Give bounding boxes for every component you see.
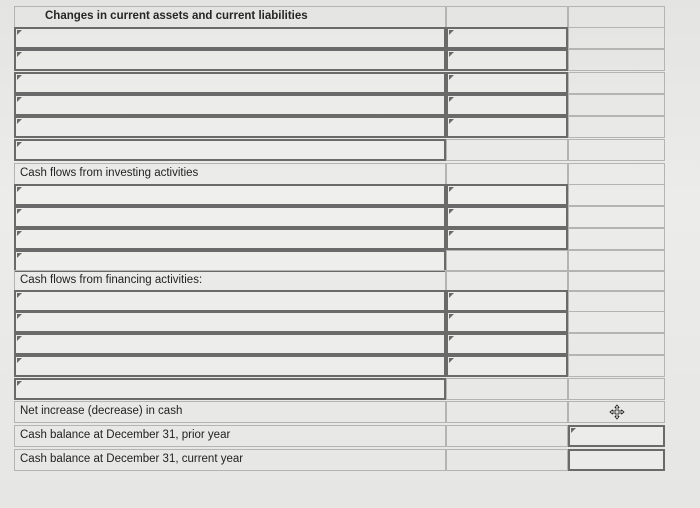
net-increase-label: Net increase (decrease) in cash xyxy=(20,405,183,417)
investing-header-amount-cell xyxy=(446,163,568,185)
financing-header-amount-cell xyxy=(446,270,568,292)
operating-row-5-amount-input[interactable] xyxy=(446,116,568,138)
financing-row-1 xyxy=(0,290,700,312)
financing-row-4-amount-input[interactable] xyxy=(446,355,568,377)
operating-row-3-amount-input[interactable] xyxy=(446,72,568,94)
financing-row-5-total-cell xyxy=(568,378,665,400)
operating-row-1-description-input[interactable] xyxy=(14,27,446,49)
financing-row-3-amount-input[interactable] xyxy=(446,333,568,355)
operating-row-6-amount-cell xyxy=(446,139,568,161)
investing-row-2-description-input[interactable] xyxy=(14,206,446,228)
investing-row-3-total-cell xyxy=(568,228,665,250)
operating-row-6-total-cell xyxy=(568,139,665,161)
investing-header-total-cell xyxy=(568,163,665,185)
operating-row-3 xyxy=(0,72,700,94)
financing-row-1-amount-input[interactable] xyxy=(446,290,568,312)
current-balance-label-cell xyxy=(14,449,446,471)
financing-activities-label: Cash flows from financing activities: xyxy=(20,274,203,286)
operating-row-3-total-cell xyxy=(568,72,665,94)
investing-row-1-description-input[interactable] xyxy=(14,184,446,206)
header-amount-cell xyxy=(446,6,568,28)
operating-row-6-description-input[interactable] xyxy=(14,139,446,161)
operating-row-5 xyxy=(0,116,700,138)
investing-row-4-description-input[interactable] xyxy=(14,250,446,272)
financing-row-5-description-input[interactable] xyxy=(14,378,446,400)
operating-row-2-description-input[interactable] xyxy=(14,49,446,71)
financing-row-4-description-input[interactable] xyxy=(14,355,446,377)
move-cursor-icon xyxy=(609,404,625,420)
investing-row-3-description-input[interactable] xyxy=(14,228,446,250)
header-total-cell xyxy=(568,6,665,28)
operating-row-4-amount-input[interactable] xyxy=(446,94,568,116)
financing-row-4 xyxy=(0,355,700,377)
investing-label-cell xyxy=(14,163,446,185)
operating-row-4 xyxy=(0,94,700,116)
current-balance-total-input[interactable] xyxy=(568,449,665,471)
investing-row-3 xyxy=(0,228,700,250)
investing-row-3-amount-input[interactable] xyxy=(446,228,568,250)
financing-row-4-total-cell xyxy=(568,355,665,377)
current-year-balance-label: Cash balance at December 31, current year xyxy=(20,453,244,465)
financing-row-2-description-input[interactable] xyxy=(14,311,446,333)
financing-row-1-description-input[interactable] xyxy=(14,290,446,312)
financing-header-total-cell xyxy=(568,270,665,292)
net-increase-amount-cell xyxy=(446,401,568,423)
operating-row-1-total-cell xyxy=(568,27,665,49)
prior-balance-amount-cell xyxy=(446,425,568,447)
investing-row-1-total-cell xyxy=(568,184,665,206)
financing-row-2-total-cell xyxy=(568,311,665,333)
operating-row-2-total-cell xyxy=(568,49,665,71)
operating-row-6 xyxy=(0,139,700,161)
operating-row-2-amount-input[interactable] xyxy=(446,49,568,71)
net-increase-row xyxy=(0,401,700,423)
operating-row-5-total-cell xyxy=(568,116,665,138)
net-increase-label-cell xyxy=(14,401,446,423)
prior-balance-row xyxy=(0,425,700,447)
current-balance-row xyxy=(0,449,700,471)
financing-row-3 xyxy=(0,333,700,355)
financing-section-row xyxy=(0,270,700,292)
financing-row-3-total-cell xyxy=(568,333,665,355)
financing-row-3-description-input[interactable] xyxy=(14,333,446,355)
header-label-cell xyxy=(14,6,446,28)
operating-row-3-description-input[interactable] xyxy=(14,72,446,94)
operating-row-4-total-cell xyxy=(568,94,665,116)
operating-row-1-amount-input[interactable] xyxy=(446,27,568,49)
prior-year-balance-label: Cash balance at December 31, prior year xyxy=(20,429,231,441)
investing-activities-label: Cash flows from investing activities xyxy=(20,167,199,179)
investing-row-2-amount-input[interactable] xyxy=(446,206,568,228)
current-balance-amount-cell xyxy=(446,449,568,471)
changes-current-assets-header: Changes in current assets and current liabilities xyxy=(45,10,308,22)
header-row xyxy=(0,6,700,28)
financing-row-5-amount-cell xyxy=(446,378,568,400)
investing-row-2 xyxy=(0,206,700,228)
operating-row-2 xyxy=(0,49,700,71)
investing-row-4-total-cell xyxy=(568,250,665,272)
investing-section-row xyxy=(0,163,700,185)
prior-balance-label-cell xyxy=(14,425,446,447)
financing-row-5 xyxy=(0,378,700,400)
operating-row-5-description-input[interactable] xyxy=(14,116,446,138)
investing-row-4-amount-cell xyxy=(446,250,568,272)
financing-label-cell xyxy=(14,270,446,292)
investing-row-4 xyxy=(0,250,700,272)
investing-row-2-total-cell xyxy=(568,206,665,228)
investing-row-1-amount-input[interactable] xyxy=(446,184,568,206)
financing-row-2 xyxy=(0,311,700,333)
prior-balance-total-input[interactable] xyxy=(568,425,665,447)
financing-row-2-amount-input[interactable] xyxy=(446,311,568,333)
financing-row-1-total-cell xyxy=(568,290,665,312)
operating-row-1 xyxy=(0,27,700,49)
net-increase-total-cell xyxy=(568,401,665,423)
investing-row-1 xyxy=(0,184,700,206)
operating-row-4-description-input[interactable] xyxy=(14,94,446,116)
